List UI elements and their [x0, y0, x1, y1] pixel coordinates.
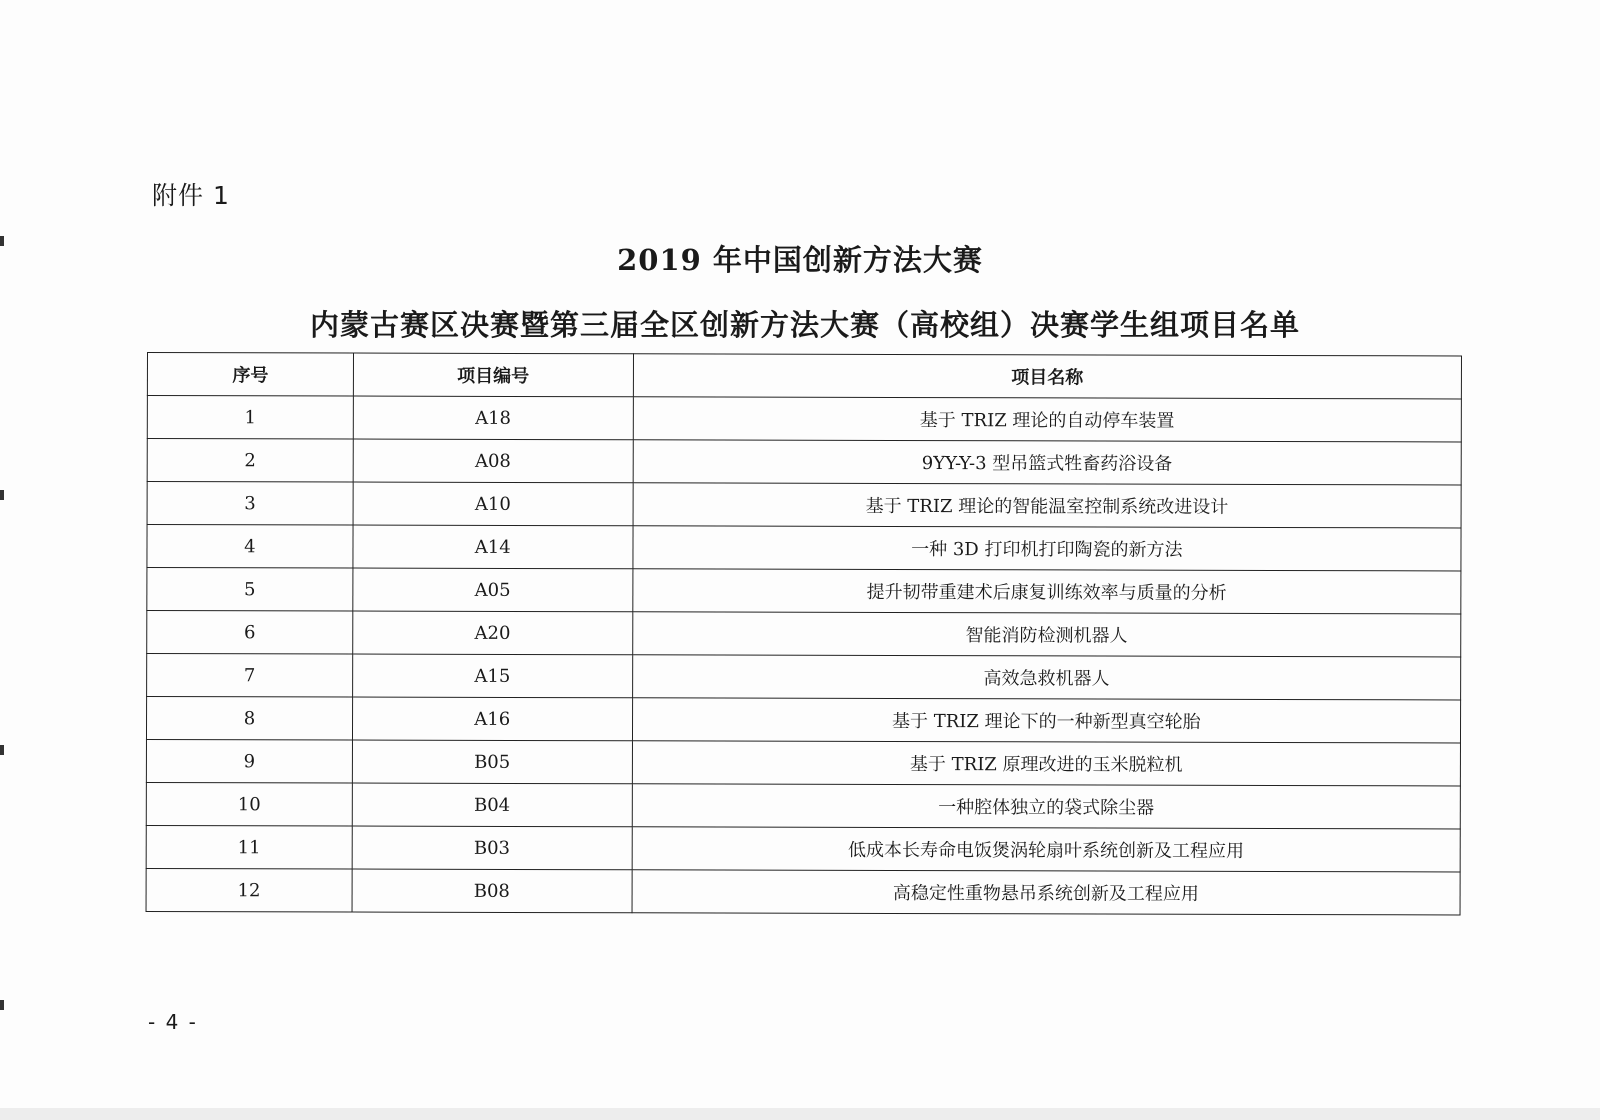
scan-edge-mark [0, 745, 4, 755]
project-code-cell: B03 [352, 826, 632, 870]
document-title: 2019 年中国创新方法大赛 [617, 243, 983, 277]
project-code-cell: A08 [353, 439, 633, 483]
serial-number-cell: 10 [146, 782, 352, 826]
attachment-label: 附件 1 [152, 181, 230, 210]
serial-number-cell: 4 [147, 525, 353, 569]
serial-number-cell: 12 [146, 868, 352, 912]
project-code-cell: A18 [353, 396, 633, 440]
serial-number-cell: 2 [147, 439, 353, 483]
header-project-code: 项目编号 [353, 353, 633, 397]
project-name-cell: 一种 3D 打印机打印陶瓷的新方法 [633, 526, 1461, 571]
project-code-cell: A14 [353, 525, 633, 569]
table-row [147, 568, 1461, 614]
table-row [147, 482, 1461, 528]
scan-edge-mark [0, 1000, 4, 1010]
table-row [147, 611, 1461, 657]
project-name-cell: 一种腔体独立的袋式除尘器 [632, 784, 1460, 829]
scan-edge-mark [0, 490, 4, 500]
table-row [146, 868, 1460, 914]
project-code-cell: A16 [352, 697, 632, 741]
scan-bottom-edge [0, 1108, 1600, 1120]
table-row [146, 782, 1460, 828]
project-code-cell: B05 [352, 740, 632, 784]
serial-number-cell: 3 [147, 482, 353, 526]
project-code-cell: B08 [352, 869, 632, 913]
project-name-cell: 高稳定性重物悬吊系统创新及工程应用 [632, 870, 1460, 915]
document-subtitle: 内蒙古赛区决赛暨第三届全区创新方法大赛（高校组）决赛学生组项目名单 [309, 308, 1300, 342]
serial-number-cell: 8 [146, 697, 352, 741]
project-code-cell: A15 [352, 654, 632, 698]
project-name-cell: 高效急救机器人 [632, 655, 1460, 700]
serial-number-cell: 7 [147, 654, 353, 698]
project-list-table [146, 352, 1462, 915]
table-row [146, 697, 1460, 743]
serial-number-cell: 6 [147, 611, 353, 655]
header-project-name: 项目名称 [633, 354, 1461, 399]
serial-number-cell: 9 [146, 740, 352, 784]
table-row [146, 740, 1460, 786]
table-header-row [147, 353, 1461, 399]
project-name-cell: 提升韧带重建术后康复训练效率与质量的分析 [632, 569, 1460, 614]
project-code-cell: B04 [352, 783, 632, 827]
serial-number-cell: 5 [147, 568, 353, 612]
page-number: - 4 - [148, 1010, 198, 1034]
serial-number-cell: 1 [147, 396, 353, 440]
table-row [147, 396, 1461, 442]
serial-number-cell: 11 [146, 825, 352, 869]
table-row [146, 825, 1460, 871]
table-row [147, 525, 1461, 571]
project-name-cell: 智能消防检测机器人 [632, 612, 1460, 657]
project-name-cell: 基于 TRIZ 理论的智能温室控制系统改进设计 [633, 483, 1461, 528]
project-name-cell: 基于 TRIZ 原理改进的玉米脱粒机 [632, 741, 1460, 786]
project-name-cell: 基于 TRIZ 理论下的一种新型真空轮胎 [632, 698, 1460, 743]
project-code-cell: A05 [353, 568, 633, 612]
table-row [147, 654, 1461, 700]
project-name-cell: 9YY-Y-3 型吊篮式牲畜药浴设备 [633, 440, 1461, 485]
project-name-cell: 基于 TRIZ 理论的自动停车装置 [633, 397, 1461, 442]
table-row [147, 439, 1461, 485]
project-code-cell: A10 [353, 482, 633, 526]
project-code-cell: A20 [353, 611, 633, 655]
scan-edge-mark [0, 236, 4, 246]
project-name-cell: 低成本长寿命电饭煲涡轮扇叶系统创新及工程应用 [632, 827, 1460, 872]
header-serial-number: 序号 [147, 353, 353, 397]
